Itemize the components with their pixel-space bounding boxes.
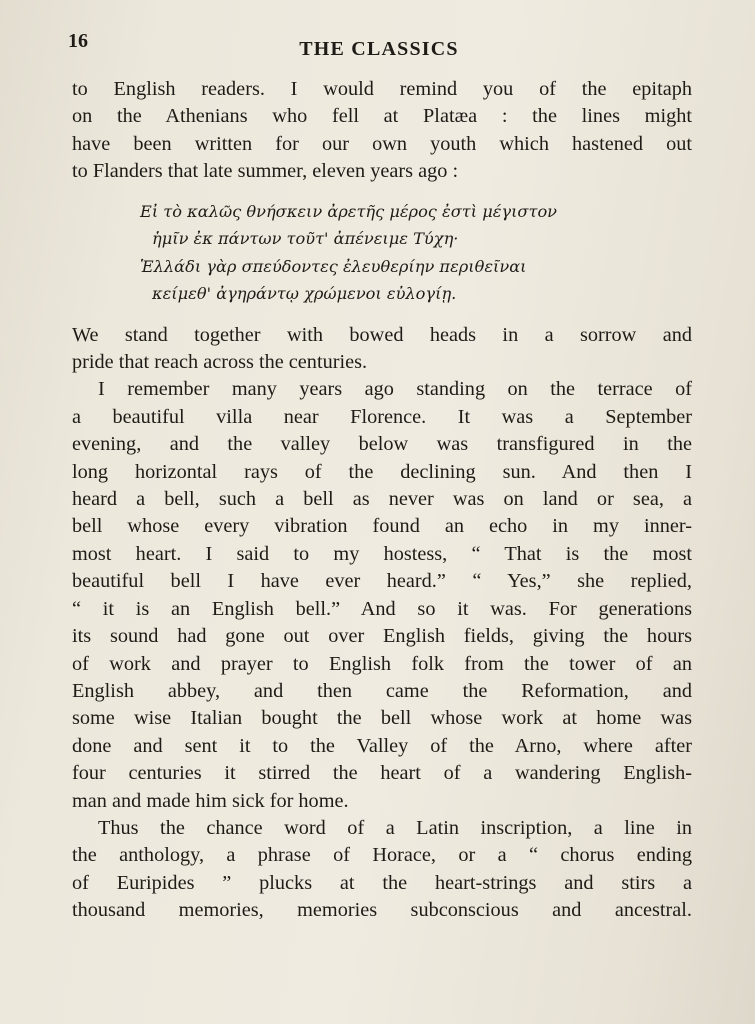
greek-line: κείμεθ' ἀγηράντῳ χρώμενοι εὐλογίῃ. [152,284,457,304]
text-line: I remember many years ago standing on the terrace of [98,378,692,401]
text-line: a beautiful villa near Florence. It was a September [72,405,692,428]
text-line: the anthology, a phrase of Horace, or a “ chorus ending [72,844,692,867]
text-line: evening, and the valley below was transfigured in the [72,433,692,456]
text-line: most heart. I said to my hostess, “ That is the most [72,542,692,565]
text-line: long horizontal rays of the declining sun. And then I [72,460,692,483]
text-line: some wise Italian bought the bell whose work at home was [72,707,692,730]
text-line: of work and prayer to English folk from the tower of an [72,652,692,675]
page-number: 16 [68,30,88,52]
greek-line: Εἰ τὸ καλῶς θνήσκειν ἀρετῆς μέρος ἐστὶ μέγιστον [140,201,558,221]
text-line: We stand together with bowed heads in a sorrow and [72,323,692,346]
text-line: pride that reach across the centuries. [72,351,368,374]
greek-epitaph [72,198,692,308]
page-title: THE CLASSICS [299,38,459,60]
greek-line: Ἑλλάδι γὰρ σπεύδοντες ἐλευθερίην περιθεῖναι [140,256,527,276]
text-line: to English readers. I would remind you of the epitaph [72,78,692,100]
text-line: bell whose every vibration found an echo in my inner- [72,515,692,538]
text-line: heard a bell, such a bell as never was on land or sea, a [72,488,692,511]
text-line: thousand memories, memories subconscious and ancestral. [72,899,692,922]
greek-line: ἡμῖν ἐκ πάντων τοῦτ' ἀπένειμε Τύχη· [152,229,459,249]
text-line: four centuries it stirred the heart of a wandering English- [72,762,692,785]
text-line: done and sent it to the Valley of the Arno, where after [72,734,692,757]
body-text [72,76,692,925]
text-line: on the Athenians who fell at Platæa : the lines might [72,105,692,128]
text-line: Thus the chance word of a Latin inscription, a line in [98,816,692,839]
paragraph-1 [72,76,692,186]
paragraph-4 [72,815,692,925]
paragraph-2 [72,322,692,377]
text-line: to Flanders that late summer, eleven years ago : [72,160,459,183]
text-line: English abbey, and then came the Reformation, and [72,679,692,702]
text-line: man and made him sick for home. [72,789,349,812]
running-head [68,30,690,60]
text-line: have been written for our own youth which hastened out [72,132,692,155]
text-line: beautiful bell I have ever heard.” “ Yes,” she replied, [72,570,692,593]
text-line: its sound had gone out over English fields, giving the hours [72,625,692,648]
text-line: “ it is an English bell.” And so it was. For generations [72,597,692,620]
text-line: of Euripides ” plucks at the heart-strings and stirs a [72,871,692,894]
paragraph-3 [72,376,692,815]
